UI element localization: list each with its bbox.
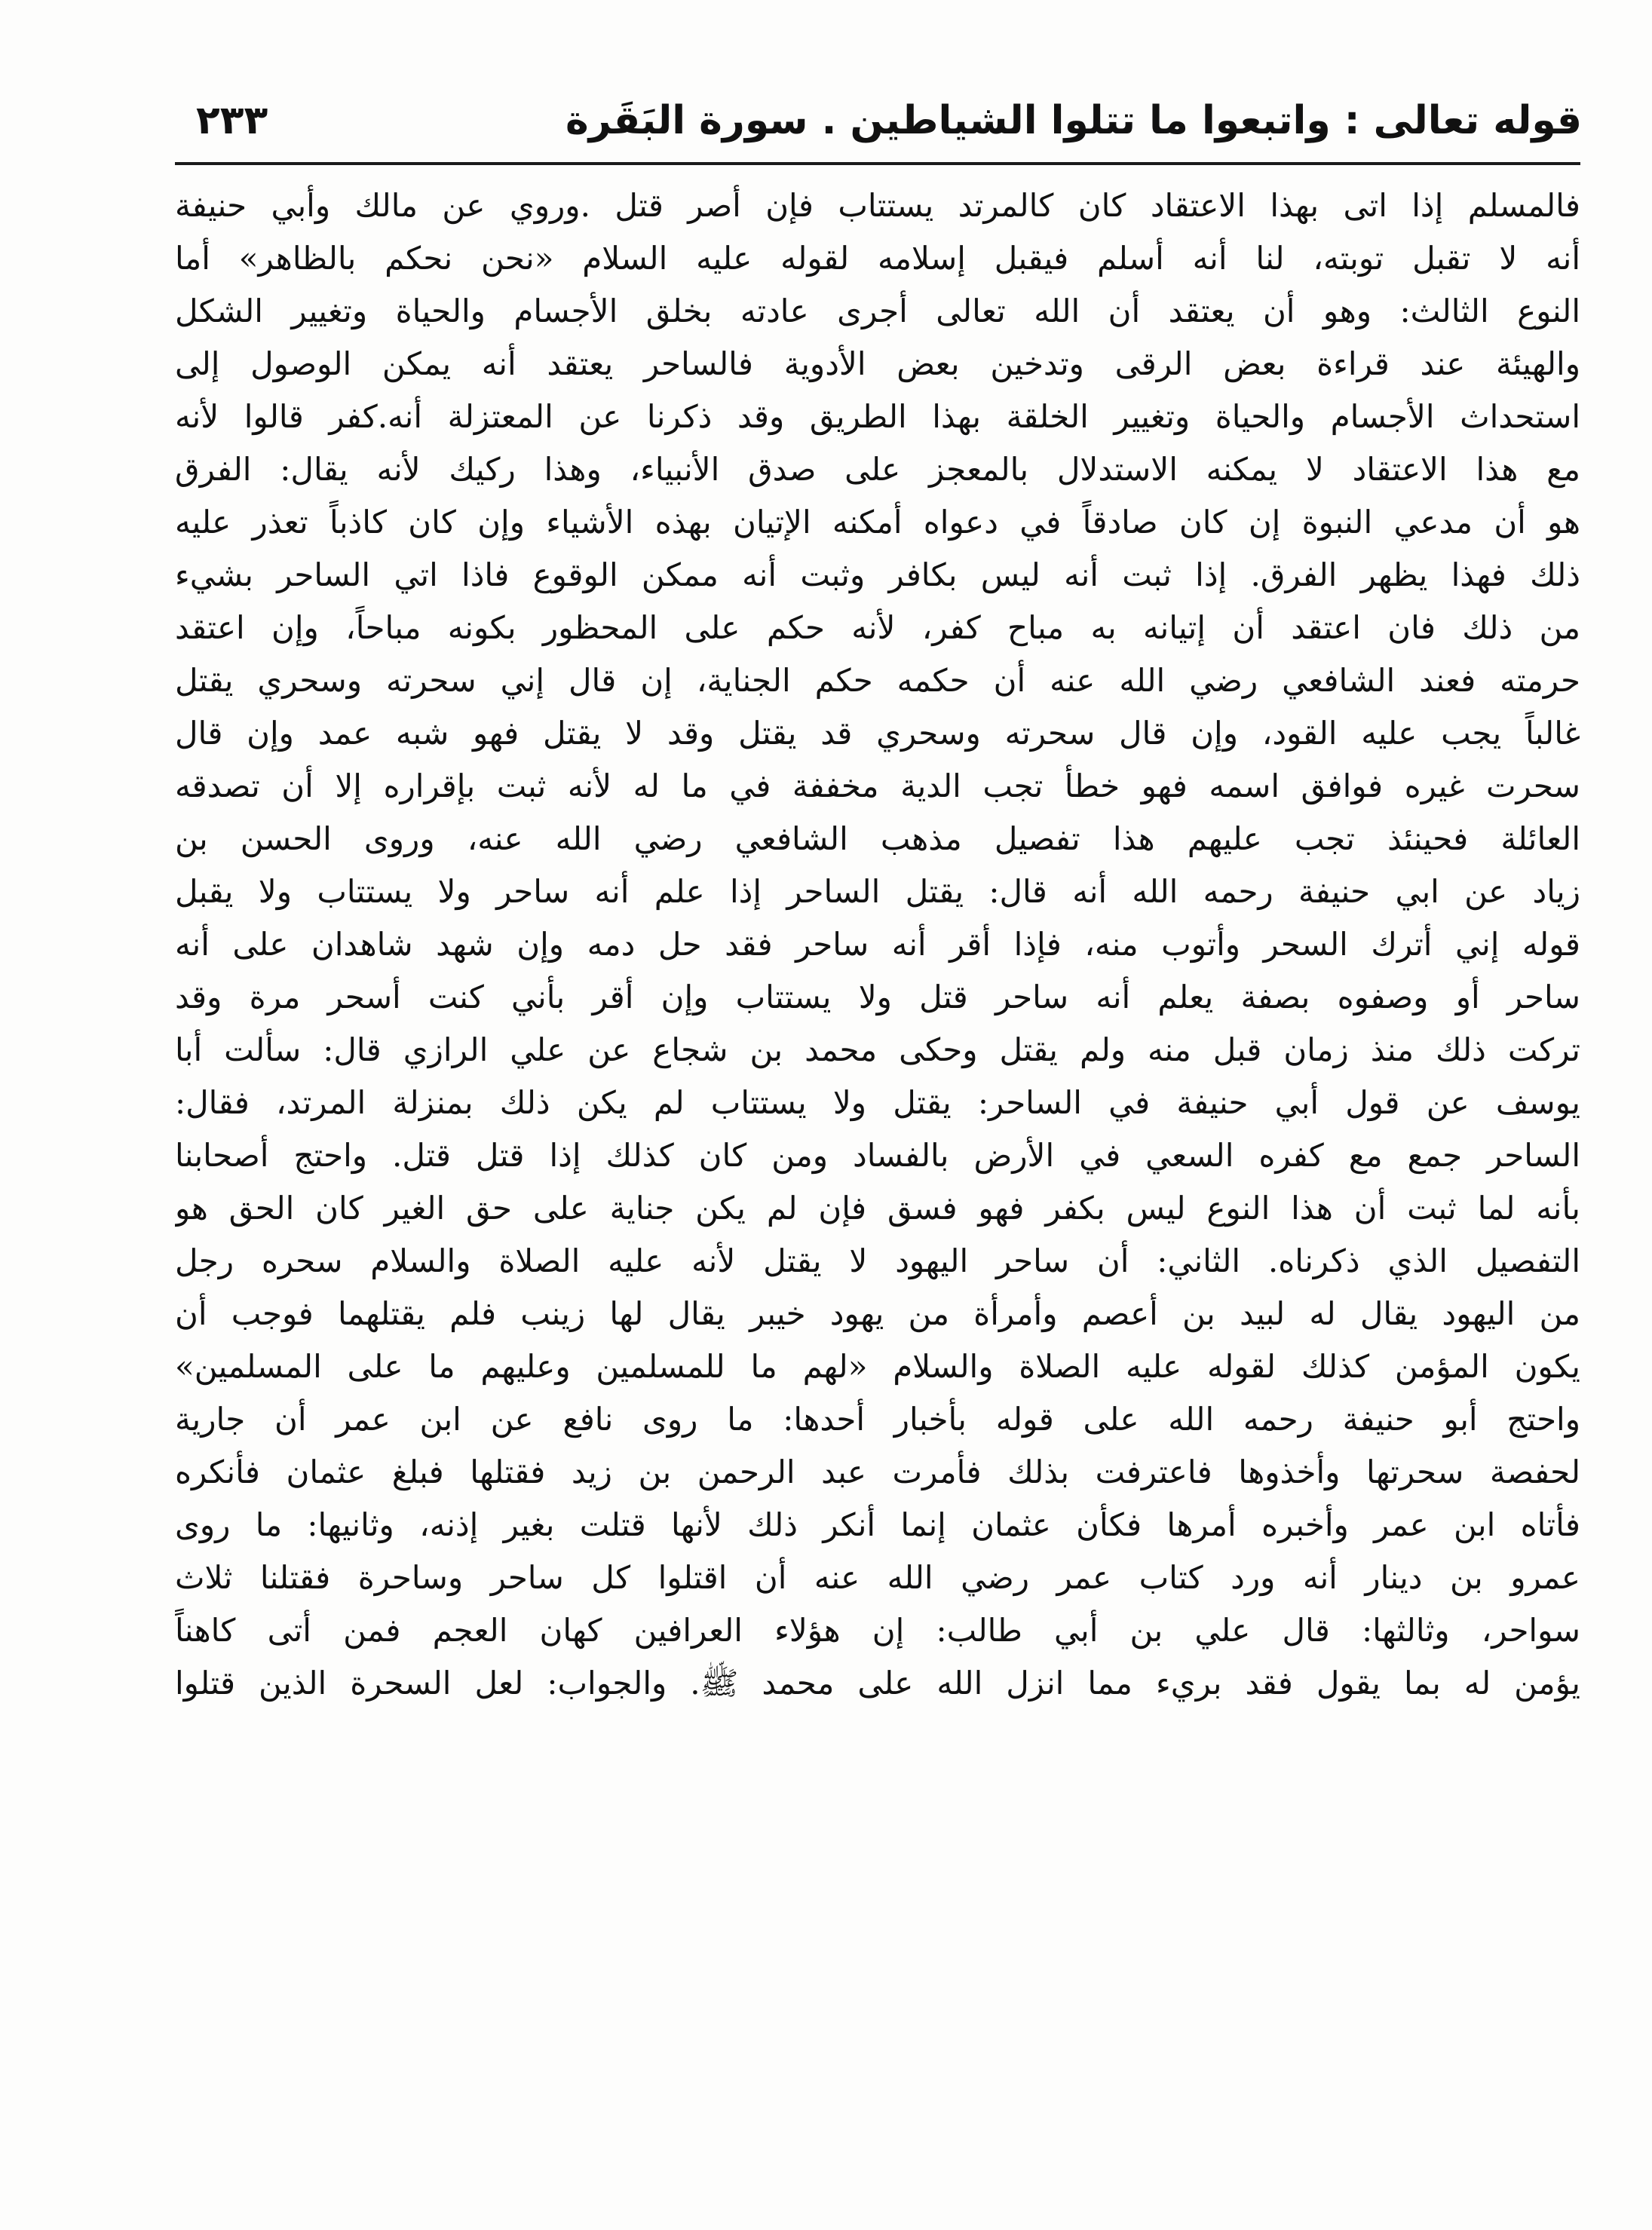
text-line: مع هذا الاعتقاد لا يمكنه الاستدلال بالمعجز على صدق الأنبياء، وهذا ركيك لأنه يقال: الفرق bbox=[175, 451, 1580, 488]
text-line: غالباً يجب عليه القود، وإن قال سحرته وسحري قد يقتل وقد لا يقتل فهو شبه عمد وإن قال bbox=[175, 715, 1580, 752]
text-line: لحفصة سحرتها وأخذوها فاعترفت بذلك فأمرت عبد الرحمن بن زيد فقتلها فبلغ عثمان فأنكره bbox=[175, 1453, 1580, 1490]
text-line: سحرت غيره فوافق اسمه فهو خطأ تجب الدية مخففة في ما له لأنه ثبت بإقراره إلا أن تصدقه bbox=[175, 767, 1580, 804]
page-number: ٢٣٣ bbox=[196, 98, 268, 143]
text-line: يكون المؤمن كذلك لقوله عليه الصلاة والسلام «لهم ما للمسلمين وعليهم ما على المسلمين» bbox=[175, 1348, 1580, 1385]
text-line: هو أن مدعي النبوة إن كان صادقاً في دعواه أمكنه الإتيان بهذه الأشياء وإن كان كاذباً تعذر عليه bbox=[175, 504, 1580, 541]
text-line: بأنه لما ثبت أن هذا النوع ليس بكفر فهو فسق فإن لم يكن جناية على حق الغير كان الحق هو bbox=[175, 1190, 1580, 1227]
text-line: زياد عن ابي حنيفة رحمه الله أنه قال: يقتل الساحر إذا علم أنه ساحر ولا يستتاب ولا يقبل bbox=[175, 873, 1580, 910]
text-line: العائلة فحينئذ تجب عليهم هذا تفصيل مذهب الشافعي رضي الله عنه، وروى الحسن بن bbox=[175, 820, 1580, 857]
text-line: من اليهود يقال له لبيد بن أعصم وأمرأة من يهود خيبر يقال لها زينب فلم يقتلهما فوجب أن bbox=[175, 1295, 1580, 1332]
running-title: قوله تعالى : واتبعوا ما تتلوا الشياطين . سورة البَقَرة bbox=[565, 98, 1582, 143]
text-line: سواحر، وثالثها: قال علي بن أبي طالب: إن هؤلاء العرافين كهان العجم فمن أتى كاهناً bbox=[175, 1612, 1580, 1649]
text-line: واحتج أبو حنيفة رحمه الله على قوله بأخبار أحدها: ما روى نافع عن ابن عمر أن جارية bbox=[175, 1401, 1580, 1438]
text-line: يؤمن له بما يقول فقد بريء مما انزل الله على محمد ﷺ. والجواب: لعل السحرة الذين قتلوا bbox=[175, 1665, 1580, 1702]
text-line: من ذلك فان اعتقد أن إتيانه به مباح كفر، لأنه حكم على المحظور بكونه مباحاً، وإن اعتقد bbox=[175, 609, 1580, 646]
text-line: فالمسلم إذا اتى بهذا الاعتقاد كان كالمرتد يستتاب فإن أصر قتل .وروي عن مالك وأبي حنيفة bbox=[175, 187, 1580, 224]
header-divider bbox=[175, 162, 1580, 165]
text-line: فأتاه ابن عمر وأخبره أمرها فكأن عثمان إنما أنكر ذلك لأنها قتلت بغير إذنه، وثانيها: ما روى bbox=[175, 1506, 1580, 1543]
text-line: تركت ذلك منذ زمان قبل منه ولم يقتل وحكى محمد بن شجاع عن علي الرازي قال: سألت أبا bbox=[175, 1031, 1580, 1068]
text-line: قوله إني أترك السحر وأتوب منه، فإذا أقر أنه ساحر فقد حل دمه وإن شهد شاهدان على أنه bbox=[175, 926, 1580, 963]
text-line: الساحر جمع مع كفره السعي في الأرض بالفساد ومن كان كذلك إذا قتل قتل. واحتج أصحابنا bbox=[175, 1137, 1580, 1174]
text-line: ساحر أو وصفوه بصفة يعلم أنه ساحر قتل ولا يستتاب وإن أقر بأني كنت أسحر مرة وقد bbox=[175, 979, 1580, 1015]
text-line: النوع الثالث: وهو أن يعتقد أن الله تعالى أجرى عادته بخلق الأجسام والحياة وتغيير الشكل bbox=[175, 293, 1580, 329]
running-header bbox=[173, 90, 1582, 158]
body-text bbox=[175, 179, 1580, 1710]
text-line: أنه لا تقبل توبته، لنا أنه أسلم فيقبل إسلامه لقوله عليه السلام «نحن نحكم بالظاهر» أما bbox=[175, 240, 1580, 277]
text-line: حرمته فعند الشافعي رضي الله عنه أن حكمه حكم الجناية، إن قال إني سحرته وسحري يقتل bbox=[175, 662, 1580, 699]
text-line: عمرو بن دينار أنه ورد كتاب عمر رضي الله عنه أن اقتلوا كل ساحر وساحرة فقتلنا ثلاث bbox=[175, 1559, 1580, 1596]
text-line: التفصيل الذي ذكرناه. الثاني: أن ساحر اليهود لا يقتل لأنه عليه الصلاة والسلام سحره رجل bbox=[175, 1242, 1580, 1279]
text-line: والهيئة عند قراءة بعض الرقى وتدخين بعض الأدوية فالساحر يعتقد أنه يمكن الوصول إلى bbox=[175, 345, 1580, 382]
text-line: ذلك فهذا يظهر الفرق. إذا ثبت أنه ليس بكافر وثبت أنه ممكن الوقوع فاذا اتي الساحر بشيء bbox=[175, 556, 1580, 593]
text-line: استحداث الأجسام والحياة وتغيير الخلقة بهذا الطريق وقد ذكرنا عن المعتزلة أنه.كفر قالوا لأنه bbox=[175, 398, 1580, 435]
text-line: يوسف عن قول أبي حنيفة في الساحر: يقتل ولا يستتاب لم يكن ذلك بمنزلة المرتد، فقال: bbox=[175, 1084, 1580, 1121]
